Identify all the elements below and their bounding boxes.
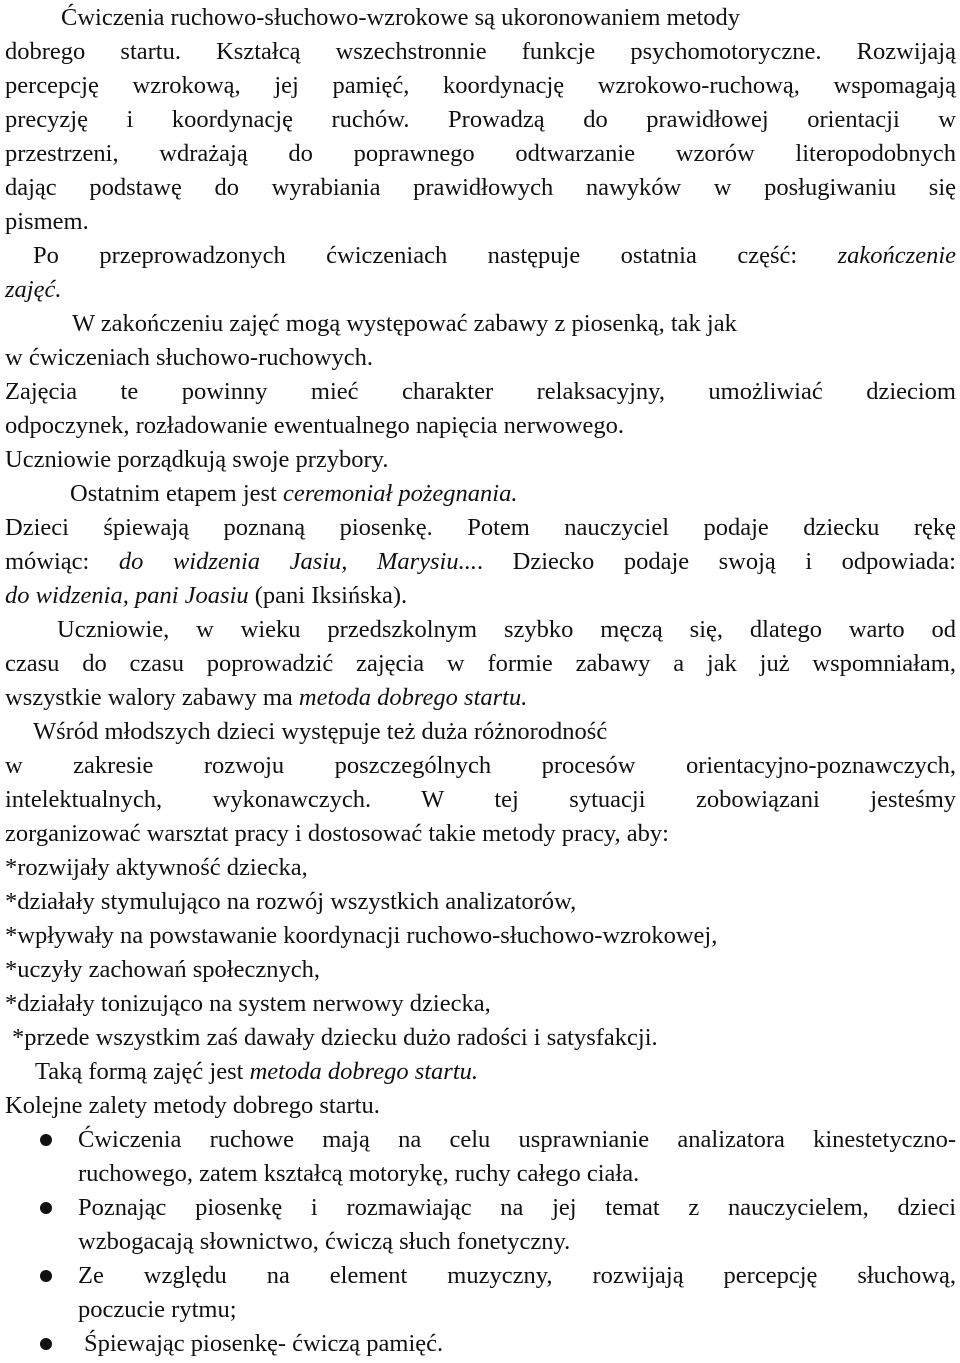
- text-line: [70, 480, 518, 508]
- bullet-item-line: Poznając piosenkę i rozmawiając na jej temat z nauczycielem, dzieci: [78, 1194, 956, 1221]
- list-line: *wpływały na powstawanie koordynacji ruchowo-słuchowo-wzrokowej,: [5, 922, 718, 949]
- text-line: zorganizować warsztat pracy i dostosować takie metody pracy, aby:: [5, 820, 669, 847]
- list-line: *rozwijały aktywność dziecka,: [5, 854, 308, 881]
- bullet-item-line: wzbogacają słownictwo, ćwiczą słuch fonetyczny.: [78, 1228, 571, 1255]
- text-line: [33, 242, 956, 270]
- emphasis-text: zajęć.: [5, 276, 62, 303]
- text-fragment: mówiąc:: [5, 548, 119, 575]
- emphasis-text: metoda dobrego startu.: [249, 1058, 479, 1085]
- text-line: [5, 582, 407, 610]
- bullet-item-line: Ze względu na element muzyczny, rozwijają percepcję słuchową,: [78, 1262, 956, 1289]
- text-line: [35, 1058, 478, 1086]
- text-line: w zakresie rozwoju poszczególnych procesów orientacyjno-poznawczych,: [5, 752, 956, 779]
- text-line: pismem.: [5, 208, 89, 235]
- text-line: odpoczynek, rozładowanie ewentualnego napięcia nerwowego.: [5, 412, 625, 439]
- list-line: *uczyły zachowań społecznych,: [5, 956, 320, 983]
- bullet-icon: [40, 1202, 52, 1214]
- list-line: *działały tonizująco na system nerwowy dziecka,: [5, 990, 491, 1017]
- text-line: percepcję wzrokową, jej pamięć, koordynację wzrokowo-ruchową, wspomagają: [5, 72, 956, 99]
- bullet-item-line: Śpiewając piosenkę- ćwiczą pamięć.: [84, 1330, 444, 1357]
- list-line: *przede wszystkim zaś dawały dziecku dużo radości i satysfakcji.: [12, 1024, 658, 1051]
- text-line: W zakończeniu zajęć mogą występować zabawy z piosenką, tak jak: [72, 310, 737, 337]
- bullet-item-line: ruchowego, zatem kształcą motorykę, ruchy całego ciała.: [78, 1160, 640, 1187]
- list-line: *działały stymulująco na rozwój wszystkich analizatorów,: [5, 888, 577, 915]
- text-fragment: Taką formą zajęć jest: [35, 1058, 250, 1085]
- text-line: Kolejne zalety metody dobrego startu.: [5, 1092, 380, 1119]
- text-fragment: wszystkie walory zabawy ma: [5, 684, 299, 711]
- bullet-item-line: Ćwiczenia ruchowe mają na celu usprawnianie analizatora kinestetyczno-: [78, 1126, 956, 1153]
- emphasis-text: zakończenie: [837, 242, 956, 269]
- text-line: czasu do czasu poprowadzić zajęcia w formie zabawy a jak już wspomniałam,: [5, 650, 956, 677]
- text-line: Zajęcia te powinny mieć charakter relaksacyjny, umożliwiać dzieciom: [5, 378, 956, 405]
- text-line: Ćwiczenia ruchowo-słuchowo-wzrokowe są ukoronowaniem metody: [61, 4, 741, 31]
- bullet-icon: [40, 1134, 52, 1146]
- emphasis-text: ceremoniał pożegnania.: [282, 480, 518, 507]
- text-line: Wśród młodszych dzieci występuje też duża różnorodność: [33, 718, 608, 745]
- text-fragment: . Dziecko podaje swoją i odpowiada:: [477, 548, 956, 575]
- text-line: Uczniowie, w wieku przedszkolnym szybko męczą się, dlatego warto od: [57, 616, 956, 643]
- text-line: [5, 548, 956, 576]
- bullet-icon: [40, 1338, 52, 1350]
- text-line: [5, 684, 527, 712]
- bullet-item-line: poczucie rytmu;: [78, 1296, 237, 1323]
- text-line: dobrego startu. Kształcą wszechstronnie funkcje psychomotoryczne. Rozwijają: [5, 38, 956, 65]
- text-line: Dzieci śpiewają poznaną piosenkę. Potem nauczyciel podaje dziecku rękę: [5, 514, 956, 541]
- text-line: w ćwiczeniach słuchowo-ruchowych.: [5, 344, 374, 371]
- emphasis-text: metoda dobrego startu.: [298, 684, 528, 711]
- text-fragment: (pani Iksińska).: [248, 582, 408, 609]
- text-line: przestrzeni, wdrażają do poprawnego odtwarzanie wzorów literopodobnych: [5, 140, 956, 167]
- text-line: Uczniowie porządkują swoje przybory.: [5, 446, 389, 473]
- bullet-icon: [40, 1270, 52, 1282]
- emphasis-text: do widzenia, pani Joasiu: [5, 582, 249, 609]
- text-line: [5, 276, 61, 304]
- text-line: intelektualnych, wykonawczych. W tej sytuacji zobowiązani jesteśmy: [5, 786, 956, 813]
- text-line: precyzję i koordynację ruchów. Prowadzą do prawidłowej orientacji w: [5, 106, 956, 133]
- text-line: dając podstawę do wyrabiania prawidłowych nawyków w posługiwaniu się: [5, 174, 956, 201]
- text-fragment: Po przeprowadzonych ćwiczeniach następuje ostatnia część:: [33, 242, 838, 269]
- text-fragment: Ostatnim etapem jest: [70, 480, 283, 507]
- emphasis-text: do widzenia Jasiu, Marysiu...: [118, 548, 477, 575]
